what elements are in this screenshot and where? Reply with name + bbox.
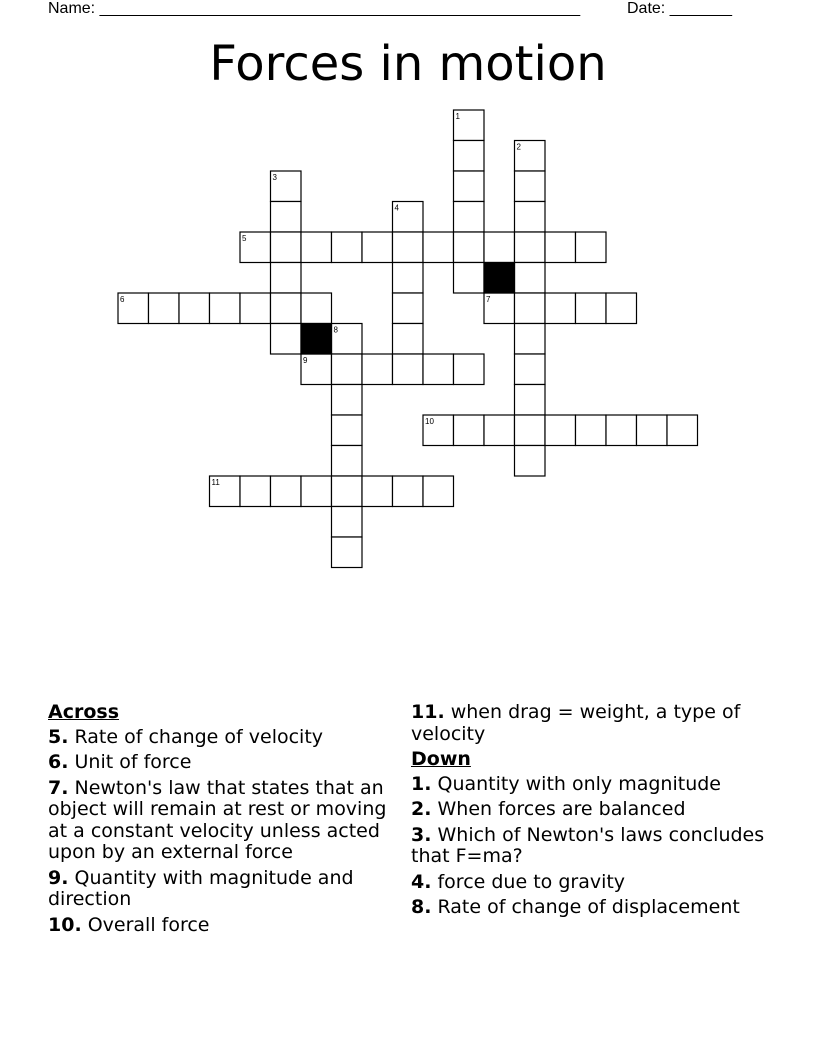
- clue-number: 1.: [411, 772, 432, 795]
- name-field[interactable]: Name: ______________________________________________________: [48, 0, 581, 17]
- grid-cell[interactable]: [484, 232, 515, 263]
- clue-across-6: [48, 752, 393, 774]
- grid-cell[interactable]: [271, 232, 302, 263]
- grid-cell[interactable]: [332, 537, 363, 568]
- grid-cell[interactable]: [515, 202, 546, 233]
- clue-number: 2.: [411, 798, 432, 820]
- black-square: [484, 263, 515, 294]
- grid-cell[interactable]: [210, 293, 241, 324]
- grid-cell[interactable]: [332, 415, 363, 446]
- black-square: [301, 324, 332, 355]
- grid-cell[interactable]: [454, 232, 485, 263]
- clue-number: 8.: [411, 896, 432, 918]
- grid-cell[interactable]: [515, 171, 546, 202]
- grid-cell[interactable]: [240, 476, 271, 507]
- grid-cell[interactable]: [515, 232, 546, 263]
- grid-cell[interactable]: [271, 202, 302, 233]
- clue-text: When forces are balanced: [431, 798, 686, 820]
- clue-across-11: [411, 702, 766, 745]
- grid-cell[interactable]: [423, 232, 454, 263]
- clue-text: Rate of change of displacement: [431, 896, 740, 918]
- grid-cell[interactable]: [423, 354, 454, 385]
- clue-number-label: 11: [211, 478, 220, 487]
- grid-cell[interactable]: [362, 354, 393, 385]
- grid-cell[interactable]: [454, 202, 485, 233]
- grid-cell[interactable]: [149, 293, 180, 324]
- clue-down-4: [411, 872, 766, 894]
- grid-cell[interactable]: [179, 293, 210, 324]
- grid-cell[interactable]: [332, 476, 363, 507]
- clue-number-label: 8: [333, 325, 338, 335]
- grid-cell[interactable]: [271, 263, 302, 294]
- grid-cell[interactable]: [606, 415, 637, 446]
- grid-cell[interactable]: [515, 354, 546, 385]
- grid-cell[interactable]: [332, 385, 363, 416]
- clue-text: Overall force: [81, 913, 210, 936]
- grid-cell[interactable]: [515, 385, 546, 416]
- grid-cell[interactable]: [393, 476, 424, 507]
- grid-cell[interactable]: [515, 415, 546, 446]
- grid-cell[interactable]: [667, 415, 698, 446]
- clue-number: 9.: [48, 866, 69, 889]
- grid-cell[interactable]: [393, 293, 424, 324]
- clue-text: Unit of force: [68, 751, 192, 773]
- clue-text: Newton's law that states that an object will remain at rest or moving at a constant velocity unless acted upon by an external force: [48, 776, 387, 863]
- grid-cell[interactable]: [301, 232, 332, 263]
- clue-number: 3.: [411, 823, 432, 846]
- grid-cell[interactable]: [606, 293, 637, 324]
- clue-text: Quantity with only magnitude: [431, 772, 721, 795]
- clue-across-10: [48, 915, 393, 937]
- date-field[interactable]: Date: _______: [627, 0, 732, 17]
- clue-down-8: [411, 897, 766, 919]
- grid-cell[interactable]: [545, 415, 576, 446]
- clue-text: when drag = weight, a type of velocity: [411, 701, 741, 745]
- clue-number: 10.: [48, 913, 82, 936]
- grid-cell[interactable]: [301, 293, 332, 324]
- grid-cell[interactable]: [454, 171, 485, 202]
- grid-cell[interactable]: [362, 476, 393, 507]
- grid-cell[interactable]: [271, 476, 302, 507]
- grid-cell[interactable]: [545, 232, 576, 263]
- grid-cell[interactable]: [515, 263, 546, 294]
- grid-cell[interactable]: [271, 293, 302, 324]
- clue-text: Rate of change of velocity: [68, 725, 324, 748]
- grid-cell[interactable]: [393, 354, 424, 385]
- grid-cell[interactable]: [576, 232, 607, 263]
- grid-cell[interactable]: [332, 446, 363, 477]
- grid-cell[interactable]: [332, 232, 363, 263]
- clue-text: Which of Newton's laws concludes that F=ma?: [411, 823, 765, 867]
- grid-cell[interactable]: [454, 263, 485, 294]
- grid-cell[interactable]: [515, 324, 546, 355]
- puzzle-title: Forces in motion: [209, 36, 607, 92]
- grid-cell[interactable]: [423, 476, 454, 507]
- across-heading: Across: [48, 701, 120, 723]
- grid-cell[interactable]: [484, 415, 515, 446]
- clue-number-label: 9: [303, 356, 308, 365]
- grid-cell[interactable]: [454, 141, 485, 172]
- clue-number-label: 7: [486, 295, 491, 304]
- clue-number-label: 10: [425, 417, 434, 426]
- clue-number-label: 1: [455, 112, 460, 121]
- grid-cell[interactable]: [515, 293, 546, 324]
- grid-cell[interactable]: [240, 293, 271, 324]
- grid-cell[interactable]: [393, 324, 424, 355]
- clue-number-label: 3: [272, 173, 277, 182]
- grid-cell[interactable]: [454, 415, 485, 446]
- clue-number-label: 4: [394, 203, 399, 213]
- down-heading: Down: [411, 748, 471, 770]
- clue-number-label: 2: [516, 142, 521, 152]
- clue-across-5: [48, 727, 393, 749]
- grid-cell[interactable]: [332, 507, 363, 538]
- clues-left-column: [48, 702, 393, 940]
- clue-number: 7.: [48, 776, 69, 799]
- clue-number: 6.: [48, 751, 69, 773]
- clue-number: 4.: [411, 870, 432, 893]
- clue-across-7: [48, 778, 393, 864]
- clue-across-9: [48, 868, 393, 911]
- clue-down-3: [411, 825, 766, 868]
- clue-down-1: [411, 774, 766, 796]
- grid-cell[interactable]: [362, 232, 393, 263]
- grid-cell[interactable]: [454, 354, 485, 385]
- clue-number: 5.: [48, 725, 69, 748]
- clue-down-2: [411, 799, 766, 821]
- clue-text: Quantity with magnitude and direction: [48, 866, 354, 910]
- clue-number-label: 5: [242, 234, 247, 243]
- grid-cell[interactable]: [271, 324, 302, 355]
- grid-cell[interactable]: [393, 232, 424, 263]
- clue-number: 11.: [411, 701, 445, 723]
- grid-cell[interactable]: [545, 293, 576, 324]
- grid-cell[interactable]: [332, 354, 363, 385]
- grid-cell[interactable]: [576, 415, 607, 446]
- clue-text: force due to gravity: [431, 870, 626, 893]
- clues-right-column: [411, 702, 766, 923]
- grid-cell[interactable]: [576, 293, 607, 324]
- grid-cell[interactable]: [393, 263, 424, 294]
- grid-cell[interactable]: [637, 415, 668, 446]
- grid-cell[interactable]: [301, 476, 332, 507]
- clue-number-label: 6: [120, 295, 125, 304]
- grid-cell[interactable]: [515, 446, 546, 477]
